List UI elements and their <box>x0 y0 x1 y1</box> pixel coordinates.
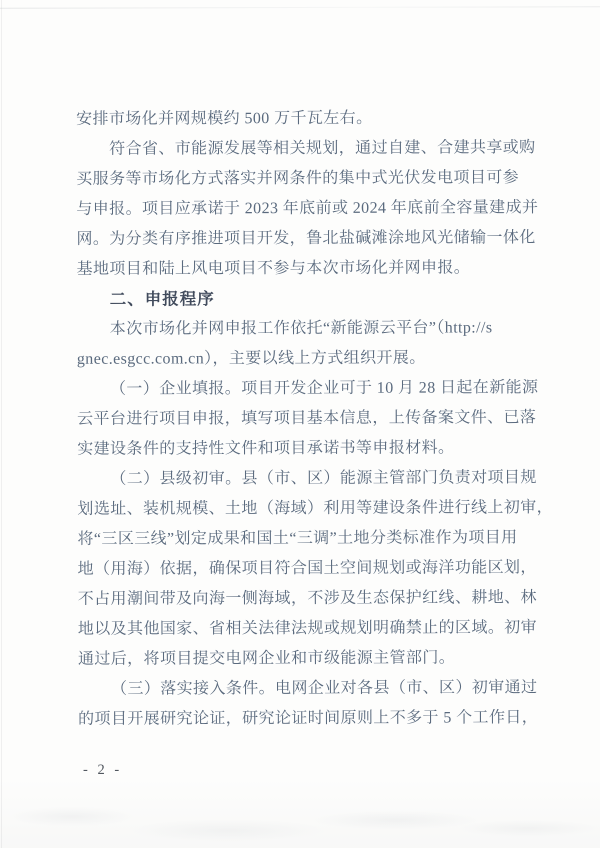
text-line: （三）落实接入条件。电网企业对各县（市、区）初审通过 <box>111 679 538 698</box>
text-line: 本次市场化并网申报工作依托“新能源云平台”（http://s <box>109 319 493 338</box>
text-line: 通过后，将项目提交电网企业和市级能源主管部门。 <box>77 649 456 668</box>
text-line: 符合省、市能源发展等相关规划，通过自建、合建共享或购 <box>109 139 536 158</box>
text-line: 的项目开展研究论证，研究论证时间原则上不多于 5 个工作日， <box>78 709 539 728</box>
section-heading: 二、申报程序 <box>109 290 215 309</box>
text-line: （二）县级初审。县（市、区）能源主管部门负责对项目规 <box>110 469 537 488</box>
text-line: 将“三区三线”划定成果和国土“三调”土地分类标准作为项目用 <box>77 529 518 548</box>
document-body <box>76 103 554 735</box>
text-line: 实建设条件的支持性文件和项目承诺书等申报材料。 <box>77 439 455 458</box>
scan-artifact-bottom-noise <box>0 778 600 848</box>
text-line: 基地项目和陆上风电项目不参与本次市场化并网申报。 <box>76 259 471 278</box>
page-number: - 2 - <box>83 762 123 778</box>
scan-artifact-top-line <box>0 6 600 9</box>
text-line: 安排市场化并网规模约 500 万千瓦左右。 <box>76 109 373 128</box>
text-line: gnec.esgcc.com.cn），主要以线上方式组织开展。 <box>76 349 426 368</box>
text-line: 地以及其他国家、省相关法律法规或规划明确禁止的区域。初审 <box>77 619 538 638</box>
text-line: 网。为分类有序推进项目开发，鲁北盐碱滩涂地风光储输一体化 <box>76 229 536 248</box>
text-line: 云平台进行项目申报，填写项目基本信息，上传备案文件、已落 <box>77 409 537 428</box>
text-line: 划选址、装机规模、土地（海域）利用等建设条件进行线上初审， <box>77 499 554 518</box>
text-line: 不占用潮间带及向海一侧海域，不涉及生态保护红线、耕地、林 <box>77 589 537 608</box>
text-line: （一）企业填报。项目开发企业可于 10 月 28 日起在新能源 <box>109 379 539 398</box>
text-line: 与申报。项目应承诺于 2023 年底前或 2024 年底前全容量建成并 <box>76 199 539 218</box>
text-line: 买服务等市场化方式落实并网条件的集中式光伏发电项目可参 <box>76 169 520 188</box>
text-line: 地（用海）依据，确保项目符合国土空间规划或海洋功能区划， <box>77 559 537 578</box>
scan-artifact-left-edge <box>1 0 2 848</box>
